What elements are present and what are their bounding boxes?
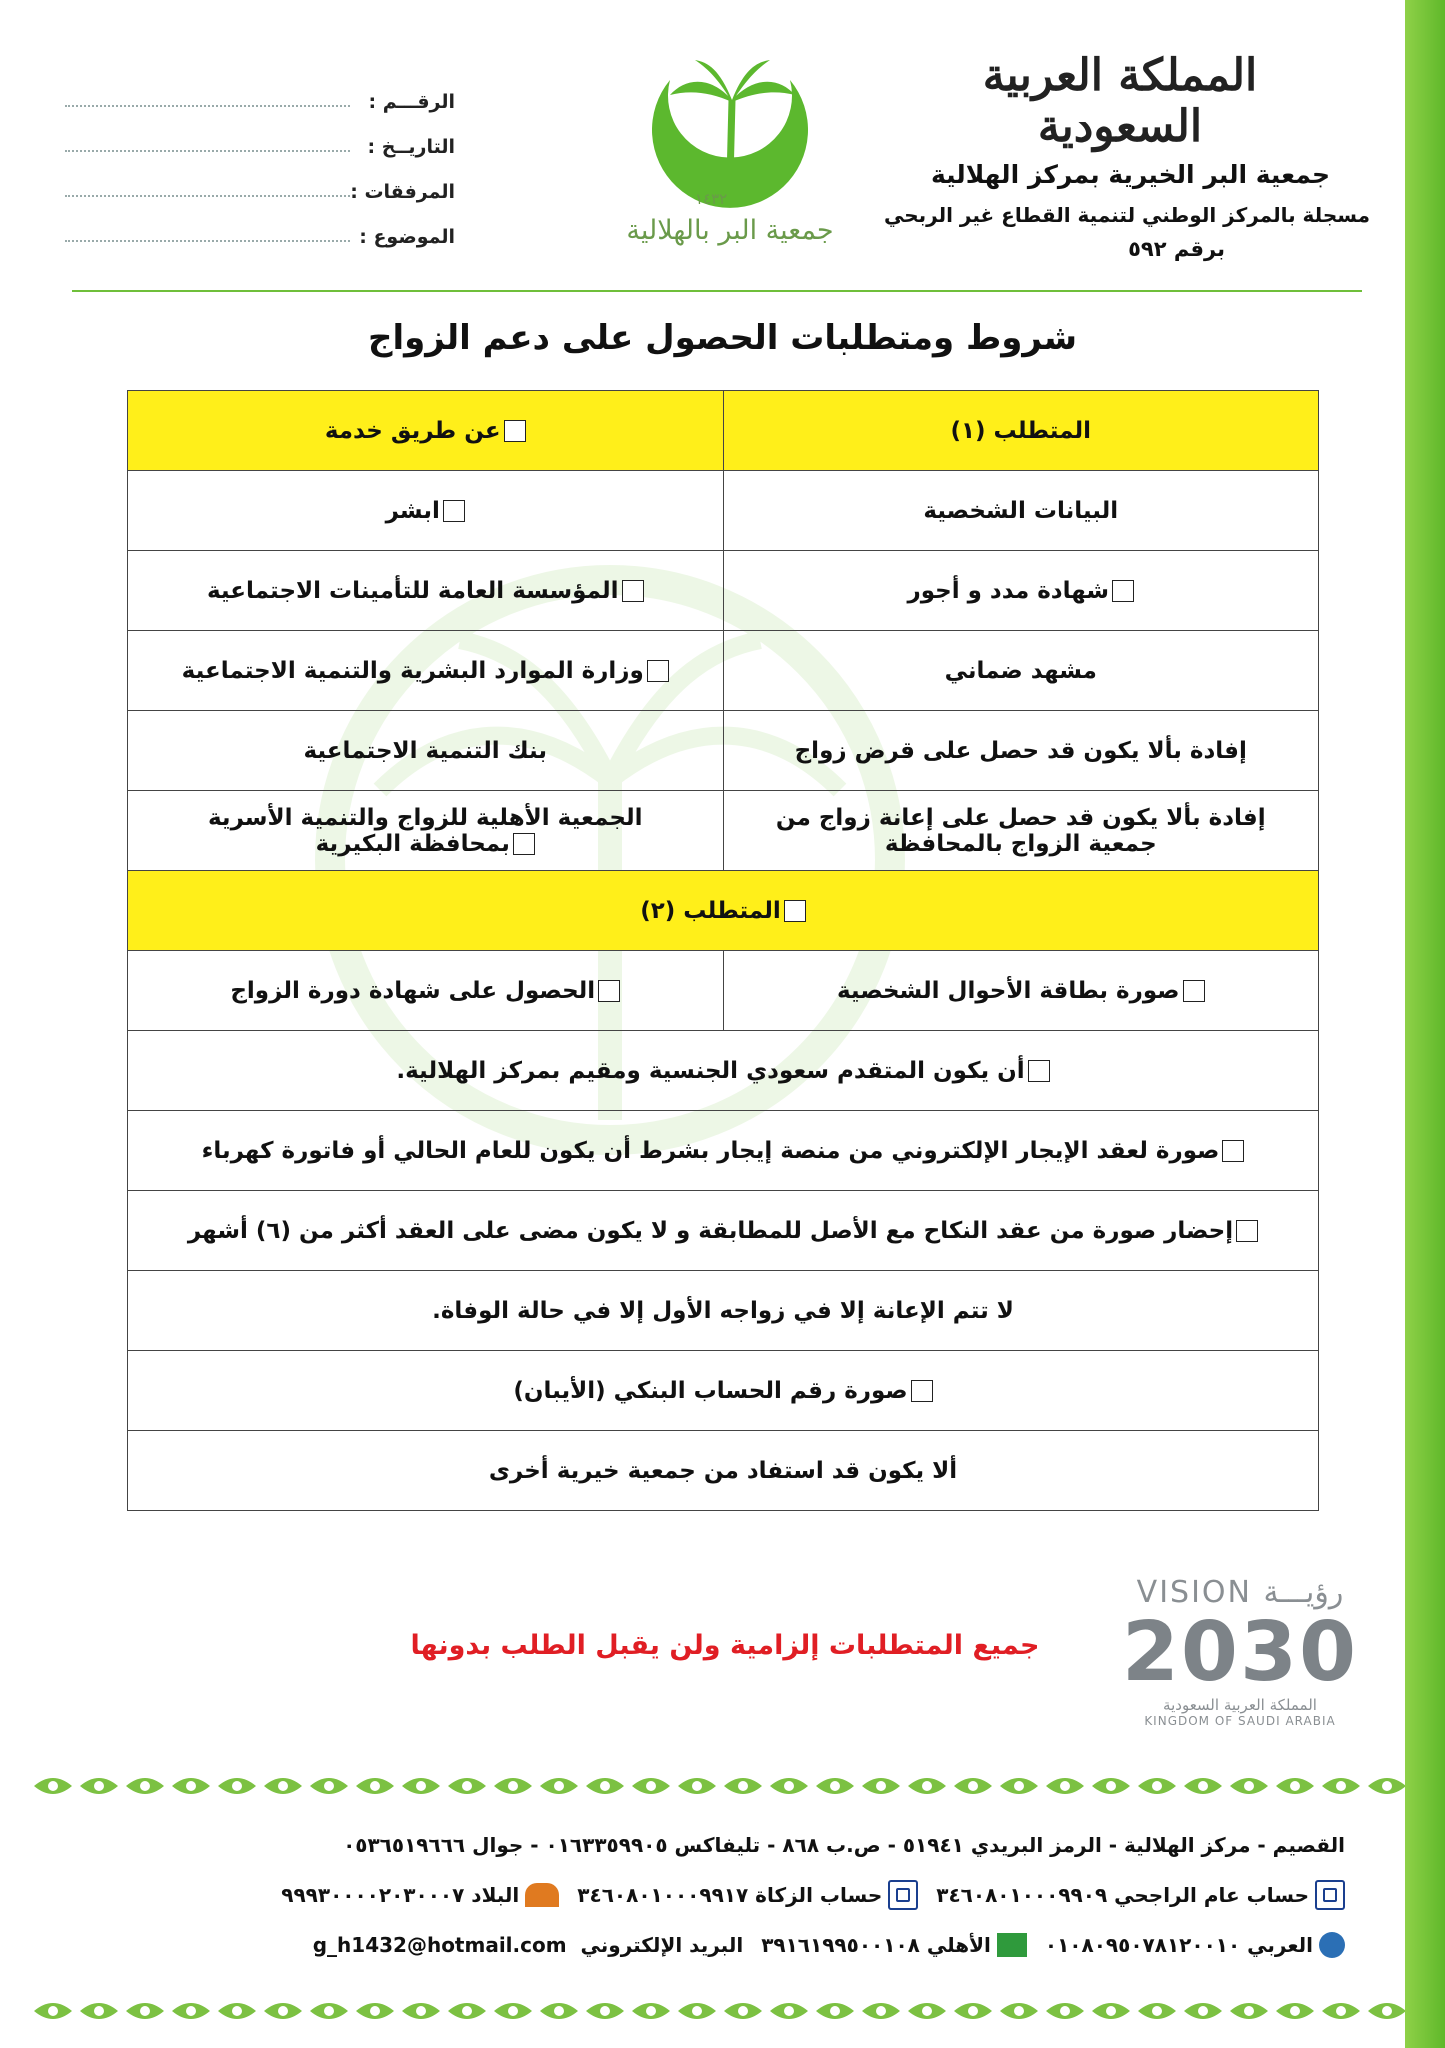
req-cell: إفادة بألا يكون قد حصل على قرض زواج — [723, 711, 1319, 791]
checkbox-icon — [1028, 1060, 1050, 1082]
checkbox-icon — [911, 1380, 933, 1402]
field-attachments: المرفقات : — [65, 158, 455, 203]
kingdom-title: المملكة العربية السعودية — [982, 50, 1258, 152]
table-row: ألا يكون قد استفاد من جمعية خيرية أخرى — [128, 1431, 1319, 1511]
logo-year: ١٤٣٢ — [695, 190, 728, 208]
req-cell: شهادة مدد و أجور — [723, 551, 1319, 631]
bank-icon — [888, 1880, 918, 1910]
req-cell: مشهد ضماني — [723, 631, 1319, 711]
mandatory-note: جميع المتطلبات إلزامية ولن يقبل الطلب بدونها — [410, 1630, 1040, 1661]
table-row — [128, 471, 1319, 551]
service-cell: وزارة الموارد البشرية والتنمية الاجتماعية — [128, 631, 724, 711]
req-cell: البيانات الشخصية — [723, 471, 1319, 551]
table-row — [128, 551, 1319, 631]
field-subject: الموضوع : — [65, 203, 455, 248]
page-edge-bar — [1405, 0, 1445, 2048]
arabi-bank-icon — [1319, 1932, 1345, 1958]
table-row — [128, 631, 1319, 711]
registration-number: برقم ٥٩٢ — [1128, 237, 1225, 261]
header-divider — [72, 290, 1362, 292]
table-row — [128, 951, 1319, 1031]
checkbox-icon — [784, 900, 806, 922]
checkbox-icon — [1236, 1220, 1258, 1242]
table-row: أن يكون المتقدم سعودي الجنسية ومقيم بمركز الهلالية. — [128, 1031, 1319, 1111]
footer-contact — [55, 1820, 1345, 1970]
bank-icon — [1315, 1880, 1345, 1910]
footer-bank-row: العربي ٠١٠٨٠٩٥٠٧٨١٢٠٠١٠ الأهلي ٣٩١٦١٩٩٥٠٠١٠٨ البريد الإلكتروني g_h1432@hotmail.com — [55, 1920, 1345, 1970]
checkbox-icon — [504, 420, 526, 442]
ornament-border-icon — [30, 1995, 1405, 2027]
footer-bank-row: حساب عام الراجحي ٣٤٦٠٨٠١٠٠٠٩٩٠٩ حساب الزكاة ٣٤٦٠٨٠١٠٠٠٩٩١٧ البلاد ٩٩٩٣٠٠٠٠٢٠٣٠٠٠٧ — [55, 1870, 1345, 1920]
checkbox-icon — [1112, 580, 1134, 602]
email-link[interactable]: g_h1432@hotmail.com — [312, 1933, 567, 1957]
letterhead-org-block — [870, 50, 1370, 261]
checkbox-icon — [1222, 1140, 1244, 1162]
table-row: صورة رقم الحساب البنكي (الأيبان) — [128, 1351, 1319, 1431]
checkbox-icon — [598, 980, 620, 1002]
req2-header: المتطلب (٢) — [128, 871, 1319, 951]
logo-name: جمعية البر بالهلالية — [626, 215, 834, 246]
checkbox-icon — [443, 500, 465, 522]
service-cell: ابشر — [128, 471, 724, 551]
ornament-border-icon — [30, 1770, 1405, 1802]
service-cell: بنك التنمية الاجتماعية — [128, 711, 724, 791]
association-name: جمعية البر الخيرية بمركز الهلالية — [930, 160, 1330, 189]
ahli-bank-icon — [997, 1933, 1027, 1957]
table-header-row — [128, 391, 1319, 471]
registration-line: مسجلة بالمركز الوطني لتنمية القطاع غير الربحي — [884, 203, 1370, 227]
vision-2030-logo: VISION رؤيـــة 2030 المملكة العربية السعودية KINGDOM OF SAUDI ARABIA — [1121, 1575, 1359, 1728]
service-cell: الحصول على شهادة دورة الزواج — [128, 951, 724, 1031]
req-cell: صورة بطاقة الأحوال الشخصية — [723, 951, 1319, 1031]
req-cell: إفادة بألا يكون قد حصل على إعانة زواج من جمعية الزواج بالمحافظة — [723, 791, 1319, 871]
requirements-table — [127, 390, 1319, 1511]
table-row — [128, 791, 1319, 871]
table-row: لا تتم الإعانة إلا في زواجه الأول إلا في حالة الوفاة. — [128, 1271, 1319, 1351]
req2-header-row — [128, 871, 1319, 951]
checkbox-icon — [622, 580, 644, 602]
table-row: إحضار صورة من عقد النكاح مع الأصل للمطابقة و لا يكون مضى على العقد أكثر من (٦) أشهر — [128, 1191, 1319, 1271]
table-row — [128, 711, 1319, 791]
service-cell: المؤسسة العامة للتأمينات الاجتماعية — [128, 551, 724, 631]
footer-address: القصيم - مركز الهلالية - الرمز البريدي ٥١٩٤١ - ص.ب ٨٦٨ - تليفاكس ٠١٦٣٣٥٩٩٠٥ - جوال ٠٥٣٦٥١٩٦٦٦ — [343, 1833, 1345, 1857]
field-number: الرقـــم : — [65, 68, 455, 113]
service-header: عن طريق خدمة — [128, 391, 724, 471]
checkbox-icon — [647, 660, 669, 682]
bilad-bank-icon — [525, 1883, 559, 1907]
letter-fields — [65, 68, 455, 248]
table-row: صورة لعقد الإيجار الإلكتروني من منصة إيجار بشرط أن يكون للعام الحالي أو فاتورة كهرباء — [128, 1111, 1319, 1191]
checkbox-icon — [513, 833, 535, 855]
field-date: التاريــخ : — [65, 113, 455, 158]
req1-header: المتطلب (١) — [723, 391, 1319, 471]
document-title: شروط ومتطلبات الحصول على دعم الزواج — [367, 318, 1078, 358]
service-cell: الجمعية الأهلية للزواج والتنمية الأسرية بمحافظة البكيرية — [128, 791, 724, 871]
checkbox-icon — [1183, 980, 1205, 1002]
